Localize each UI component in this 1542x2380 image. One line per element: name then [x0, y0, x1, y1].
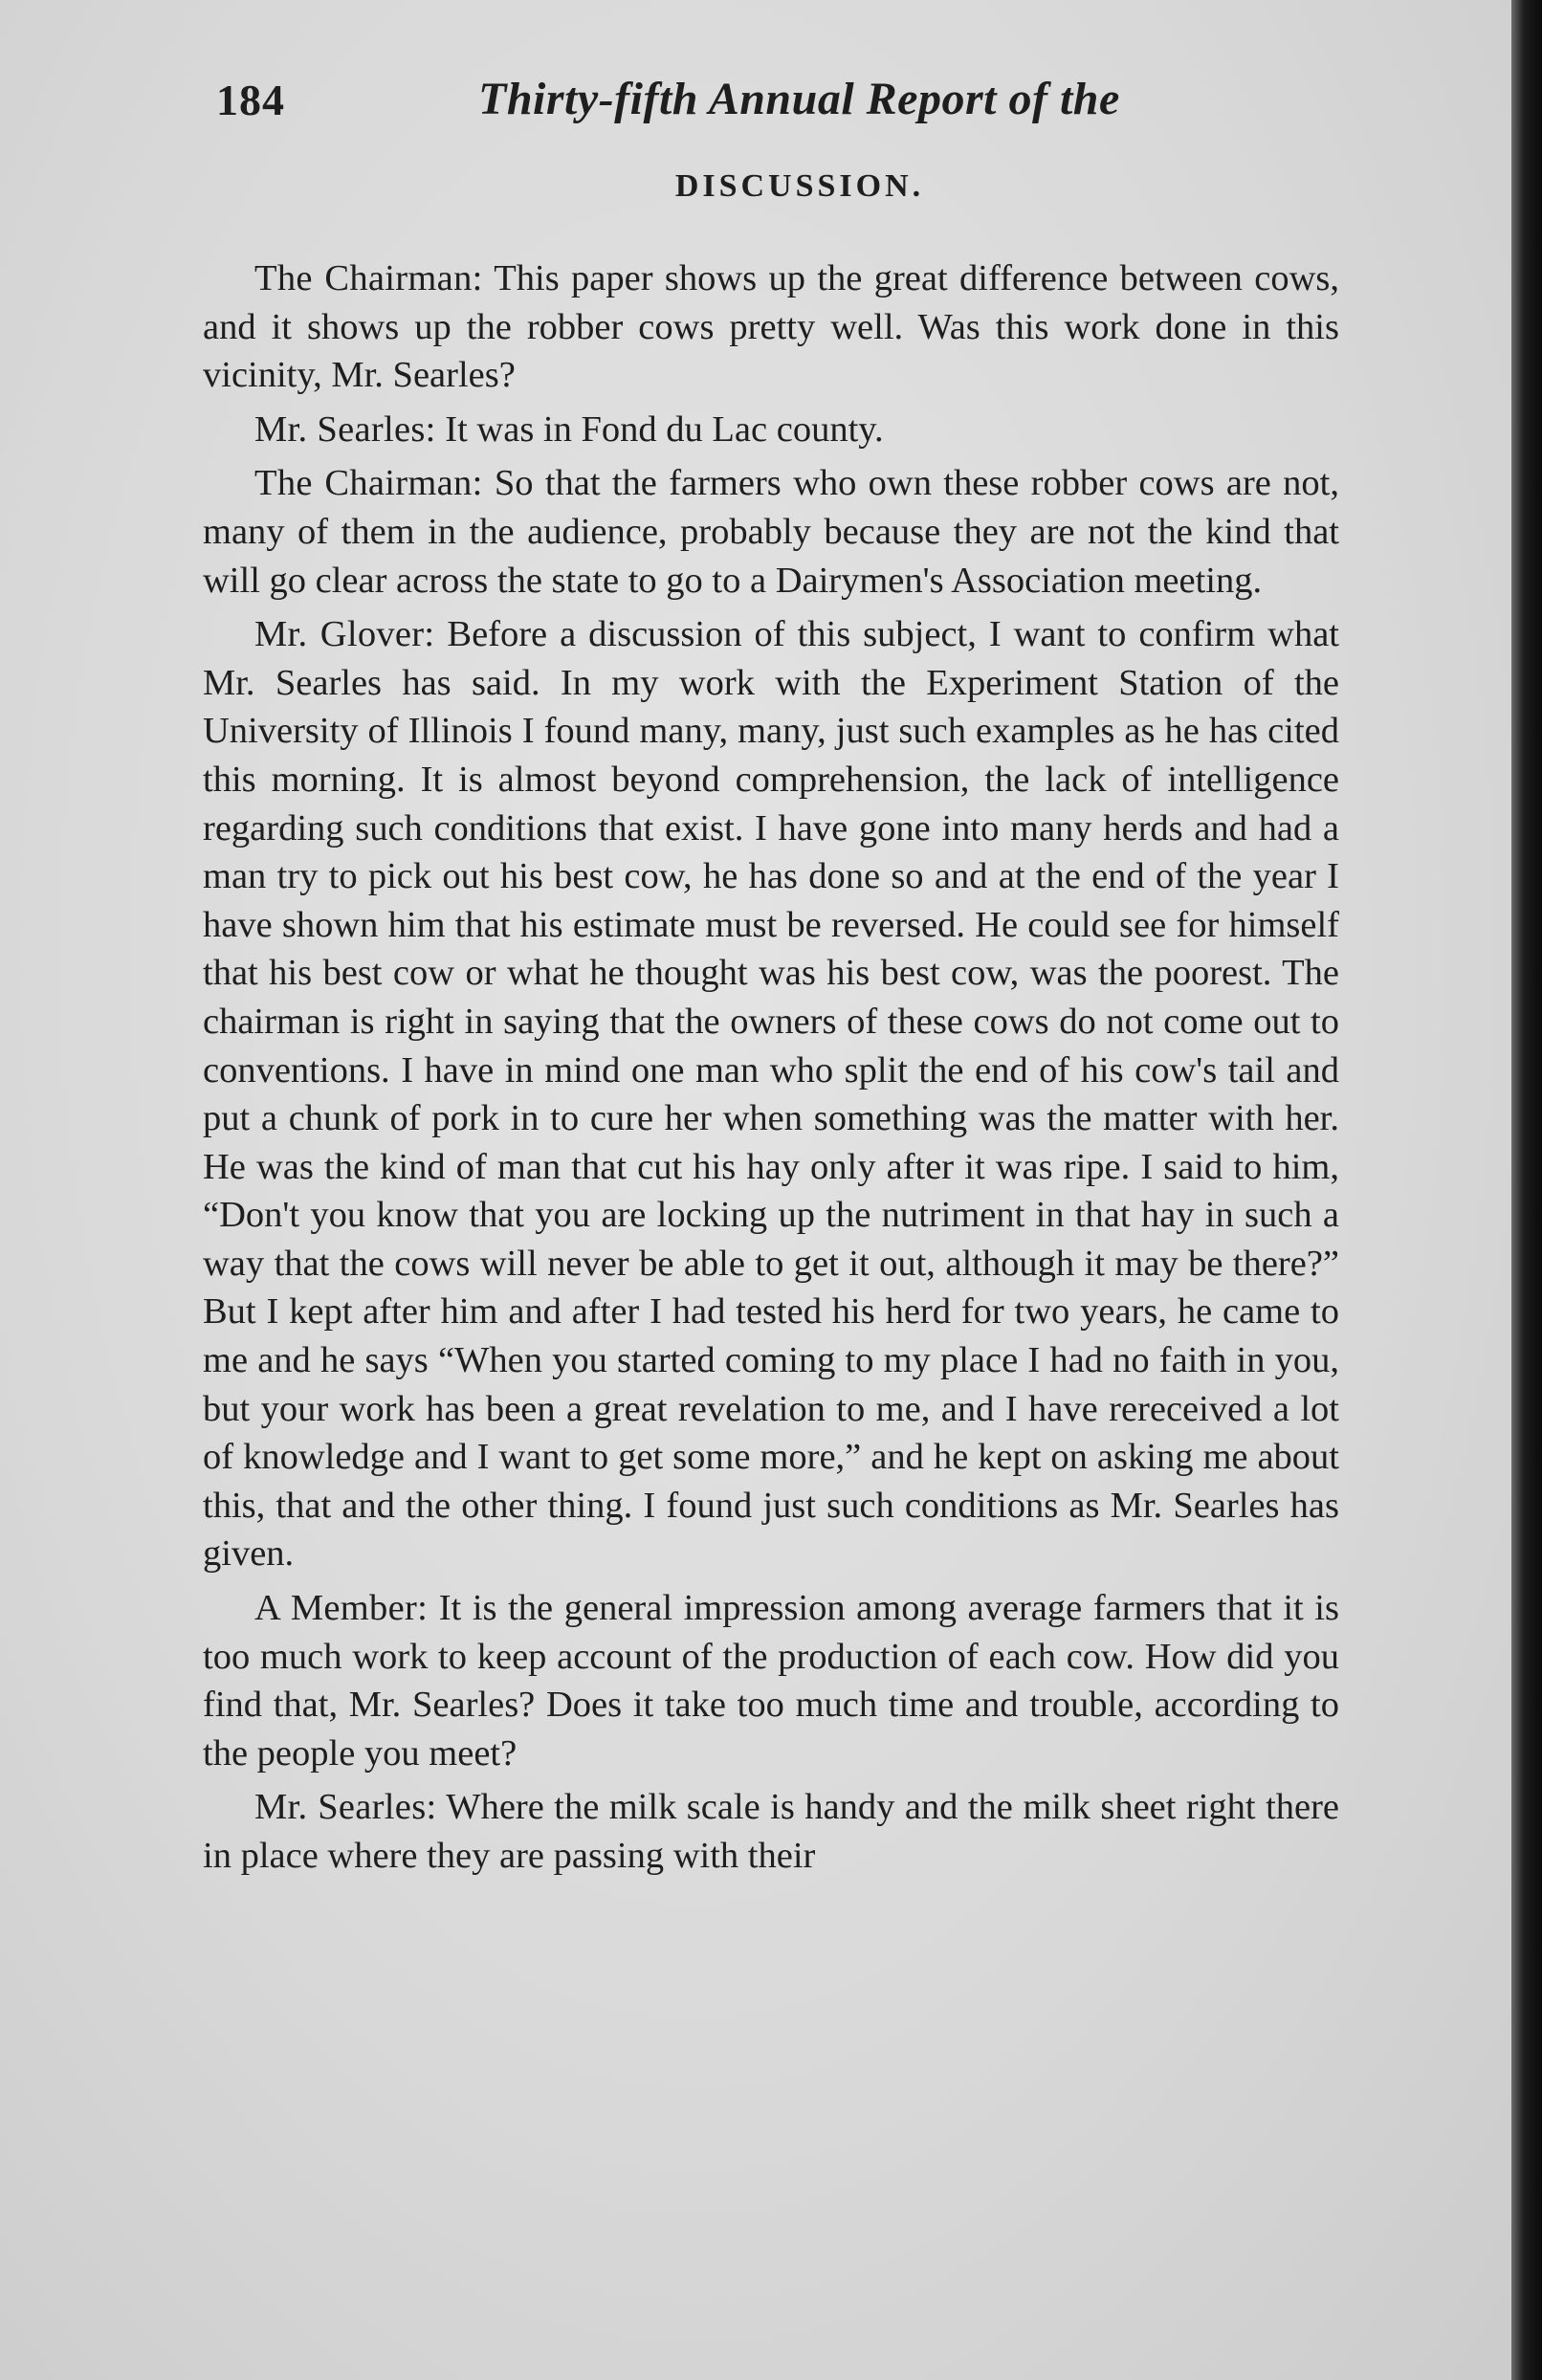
paragraph-text: It was in Fond du Lac county. [435, 408, 884, 450]
speaker-name: The Chairman: [254, 463, 483, 504]
running-head [203, 61, 1339, 142]
paragraph-text: Where the milk scale is handy and the milk sheet right there in place where they are passing with their [203, 1787, 1340, 1876]
paragraph-text: So that the farmers who own these robber cows are not, many of them in the audience, probably because they are not the kind that will go clear across the state to go to a Dairymen's Association meeting. [203, 463, 1339, 601]
speaker-name: Mr. Glover: [254, 614, 435, 655]
paragraph-text: This paper shows up the great difference between cows, and it shows up the robber cows pretty well. Was this work done in this vicinity, Mr. Searles? [203, 258, 1340, 396]
speaker-name: The Chairman: [254, 258, 483, 298]
paragraph [203, 406, 1339, 454]
discussion-body [203, 254, 1339, 1881]
paragraph [203, 459, 1339, 605]
paragraph [203, 610, 1339, 1578]
paragraph [203, 254, 1339, 400]
page-number: 184 [216, 76, 285, 124]
paragraph [203, 1584, 1339, 1777]
speaker-name: Mr. Searles: [254, 1787, 437, 1828]
page-content [203, 61, 1339, 1886]
speaker-name: A Member: [254, 1588, 429, 1629]
paragraph-text: It is the general impression among average farmers that it is too much work to keep account of the production of each cow. How did you find that, Mr. Searles? Does it take too much time and trouble, according to the people you meet? [203, 1588, 1339, 1774]
binding-shadow [1511, 0, 1542, 2380]
section-heading: DISCUSSION. [674, 168, 925, 204]
speaker-name: Mr. Searles: [254, 408, 436, 450]
paragraph [203, 1783, 1339, 1880]
paragraph-text: Before a discussion of this subject, I want to confirm what Mr. Searles has said. In my work with the Experiment Station of the University of Illinois I found many, many, just such examples as he has cited this morning. It is almost beyond comprehension, the lack of intelligence regarding such conditions that exist. I have gone into many herds and had a man try to pick out his best cow, he has done so and at the end of the year I have shown him that his estimate must be reversed. He could see for himself that his best cow or what he thought was his best cow, was the poorest. The chairman is right in saying that the owners of these cows do not come out to conventions. I have in mind one man who split the end of his cow's tail and put a chunk of pork in to cure her when something was the matter with her. He was the kind of man that cut his hay only after it was ripe. I said to him, “Don't you know that you are locking up the nutriment in that hay in such a way that the cows will never be able to get it out, although it may be there?” But I kept after him and after I had tested his herd for two years, he came to me and he says “When you started coming to my place I had no faith in you, but your work has been a great revelation to me, and I have rereceived a lot of knowledge and I want to get some more,” and he kept on asking me about this, that and the other thing. I found just such conditions as Mr. Searles has given. [203, 614, 1339, 1575]
running-title: Thirty-fifth Annual Report of the [478, 74, 1120, 124]
